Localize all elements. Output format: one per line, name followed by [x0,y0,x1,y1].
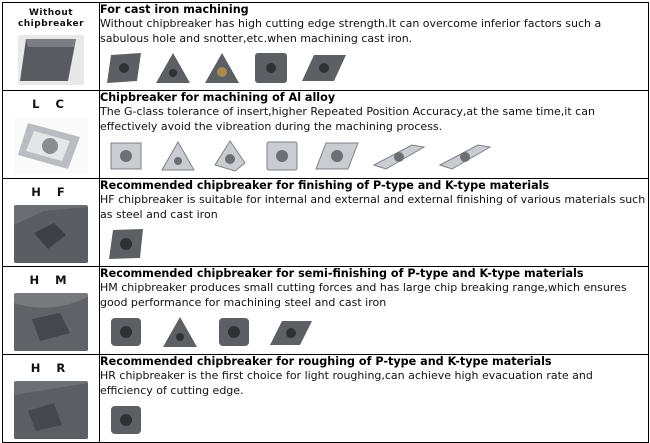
insert-photo [18,35,84,85]
polished-rhombus-insert-icon [314,138,360,174]
row-title: Recommended chipbreaker for roughing of P-type and K-type materials [100,355,552,368]
rhombus-insert-icon [106,226,146,262]
table-row [3,179,649,267]
row-code-cell [3,179,100,267]
row-title: Recommended chipbreaker for semi-finishing of P-type and K-type materials [100,267,584,280]
row-content-cell [100,267,649,355]
polished-trigon-insert-icon [210,138,250,174]
row-code-cell [3,355,100,443]
insert-photo [14,293,88,351]
chipbreaker-table [2,2,648,437]
insert-photo-icon [14,381,88,439]
row-code: Without chipbreaker [17,8,85,29]
row-code-cell [3,91,100,179]
table-row [3,355,649,443]
table-row [3,91,649,179]
row-content-cell [100,179,649,267]
insert-photo-icon [14,117,88,173]
square-insert-icon [214,314,254,350]
row-code-cell [3,3,100,91]
insert-gallery [106,138,648,174]
insert-photo-icon [14,293,88,351]
triangle-insert-icon [153,50,193,86]
polished-diamond-insert-icon [372,138,426,174]
insert-photo-icon [14,205,88,263]
row-content-cell [100,3,649,91]
row-content-cell [100,355,649,443]
triangle-gold-insert-icon [202,50,242,86]
polished-rhombus-insert-icon [106,138,146,174]
rhombus-insert-icon [104,50,144,86]
row-description: HM chipbreaker produces small cutting forces and has large chip breaking range,which ensures good performance for machining steel and cast iron [100,281,627,309]
insert-gallery [106,402,648,438]
insert-photo [14,381,88,439]
square-insert-icon [251,50,291,86]
row-description: The G-class tolerance of insert,higher Repeated Position Accuracy,at the same time,it can effectively avoid the vibreation during the machining process. [100,105,595,133]
row-code: H F [31,185,71,199]
insert-gallery [104,50,648,86]
row-description: HR chipbreaker is the first choice for light roughing,can achieve high evacuation rate and efficiency of cutting edge. [100,369,593,397]
polished-square-insert-icon [262,138,302,174]
row-description: HF chipbreaker is suitable for internal and external and external finishing of various materials such as steel and cast iron [100,193,646,221]
triangle-insert-icon [160,314,200,350]
row-content-cell [100,91,649,179]
row-code: H R [30,361,72,375]
insert-photo [14,205,88,263]
table-row [3,3,649,91]
row-code: L C [32,97,70,111]
row-description: Without chipbreaker has high cutting edge strength.It can overcome inferior factors such a sabulous hole and snotter,etc.when machining cast iron. [100,17,602,45]
table-row [3,267,649,355]
insert-gallery [106,226,648,262]
row-title: Recommended chipbreaker for finishing of P-type and K-type materials [100,179,550,192]
polished-triangle-insert-icon [158,138,198,174]
square-insert-icon [106,402,146,438]
row-code: H M [29,273,73,287]
diamond-flat-insert-icon [300,50,348,86]
insert-gallery [106,314,648,350]
polished-diamond-insert-icon [438,138,492,174]
insert-photo [14,117,88,173]
diamond-flat-insert-icon [268,314,314,350]
row-title: For cast iron machining [100,3,249,16]
row-title: Chipbreaker for machining of Al alloy [100,91,336,104]
row-code-cell [3,267,100,355]
insert-photo-icon [18,35,84,85]
square-insert-icon [106,314,146,350]
chipbreaker-grid [2,2,649,443]
